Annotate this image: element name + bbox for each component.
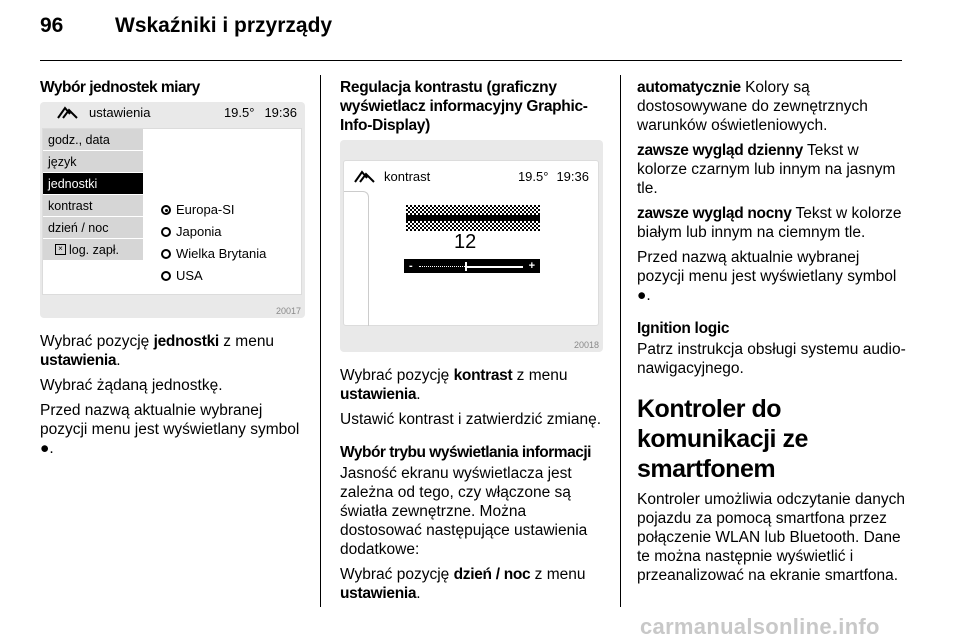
column-2-heading: [340, 78, 590, 137]
option-label: Wielka Brytania: [176, 246, 267, 261]
section-heading: Ignition logic: [637, 320, 730, 337]
header-rule: [40, 60, 902, 61]
section-heading: Wybór trybu wyświetlania informacji: [340, 444, 591, 461]
menu-item-language[interactable]: język: [43, 151, 143, 173]
section-heading: Wybór jednostek miary: [40, 79, 200, 96]
radio-icon: [161, 227, 171, 237]
column-divider: [320, 75, 321, 607]
page-number: 96: [40, 14, 64, 37]
contrast-screen-figure: [340, 140, 603, 352]
column-divider: [620, 75, 621, 607]
paragraph: Wybrać pozycję kontrast z menu ustawienia.: [340, 367, 568, 403]
menu-item-units[interactable]: jednostki: [43, 173, 143, 195]
settings-screen-figure: [40, 102, 305, 318]
paragraph: Wybrać żądaną jednostkę.: [40, 377, 223, 394]
radio-selected-icon: [161, 205, 171, 215]
screen-header: [57, 105, 297, 120]
paragraph: Jasność ekranu wyświetlacza jest zależna od tego, czy włączone są światła zewnętrzne. Można dostosować następujące ustawienia dodatkowe:: [340, 465, 588, 558]
slider-handle[interactable]: [465, 262, 467, 271]
car-settings-icon: [57, 106, 79, 120]
paragraph: zawsze wygląd dzienny Tekst w kolorze czarnym lub innym na jasnym tle.: [637, 142, 896, 197]
units-options: [161, 199, 266, 287]
paragraph: Patrz instrukcja obsługi systemu audio-nawigacyjnego.: [637, 341, 906, 377]
slider-track: [419, 266, 523, 267]
figure-number: 20018: [573, 340, 599, 350]
screen-time: 19:36: [556, 169, 589, 184]
contrast-pattern-icon: [406, 205, 540, 231]
paragraph: automatycznie Kolory są dostosowywane do zewnętrznych warunków oświetleniowych.: [637, 79, 868, 134]
menu-item-ignition-logic[interactable]: [43, 239, 143, 261]
menu-item-day-night[interactable]: dzień / noc: [43, 217, 143, 239]
minus-icon[interactable]: -: [409, 260, 413, 272]
paragraph: Wybrać pozycję jednostki z menu ustawienia.: [40, 333, 275, 369]
contrast-value: 12: [454, 231, 477, 253]
option-europe-si[interactable]: [161, 199, 266, 221]
menu-item-contrast[interactable]: kontrast: [43, 195, 143, 217]
paragraph: Ustawić kontrast i zatwierdzić zmianę.: [340, 411, 601, 428]
section-heading-large: Kontroler do komunikacji ze smartfonem: [637, 395, 808, 483]
page-title: Wskaźniki i przyrządy: [115, 14, 333, 37]
option-usa[interactable]: [161, 265, 266, 287]
option-label: Europa-SI: [176, 202, 235, 217]
watermark: carmanualsonline.info: [640, 614, 880, 639]
screen-temperature: 19.5°: [517, 169, 549, 184]
figure-number: 20017: [275, 306, 301, 316]
radio-icon: [161, 271, 171, 281]
screen-side-panel: [344, 191, 369, 326]
contrast-screen: [343, 160, 599, 326]
column-1: [40, 78, 310, 99]
column-1-text: [40, 332, 312, 464]
radio-icon: [161, 249, 171, 259]
screen-title: kontrast: [384, 169, 431, 184]
contrast-slider[interactable]: [404, 259, 540, 273]
slider-fill: [465, 266, 522, 268]
settings-screen: [42, 105, 302, 295]
car-settings-icon: [354, 170, 376, 184]
paragraph: zawsze wygląd nocny Tekst w kolorze białym lub innym na ciemnym tle.: [637, 205, 902, 241]
paragraph: Przed nazwą aktualnie wybranej pozycji menu jest wyświetlany symbol ●.: [40, 402, 300, 457]
menu-item-time-date[interactable]: godz., data: [43, 129, 143, 151]
option-label: Japonia: [176, 224, 222, 239]
section-heading: Regulacja kontrastu (graficzny wyświetlacz informacyjny Graphic-Info-Display): [340, 79, 588, 134]
option-uk[interactable]: [161, 243, 266, 265]
column-3: [637, 78, 907, 591]
option-label: USA: [176, 268, 203, 283]
paragraph: Przed nazwą aktualnie wybranej pozycji menu jest wyświetlany symbol ●.: [637, 249, 897, 304]
checkbox-icon: ×: [55, 244, 66, 255]
screen-time: 19:36: [264, 105, 297, 120]
settings-menu: [43, 129, 143, 261]
screen-temperature: 19.5°: [223, 105, 255, 120]
plus-icon[interactable]: +: [528, 260, 535, 272]
option-japan[interactable]: [161, 221, 266, 243]
menu-item-label: log. zapł.: [69, 242, 120, 257]
screen-title: ustawienia: [89, 105, 151, 120]
paragraph: Wybrać pozycję dzień / noc z menu ustawienia.: [340, 566, 586, 602]
paragraph: Kontroler umożliwia odczytanie danych pojazdu za pomocą smartfona przez połączenie WLAN lub Bluetooth. Dane te można następnie wyświetlić i przeanalizować na ekranie smartfona.: [637, 491, 905, 584]
column-2-text: [340, 366, 602, 609]
screen-header: [354, 169, 589, 184]
